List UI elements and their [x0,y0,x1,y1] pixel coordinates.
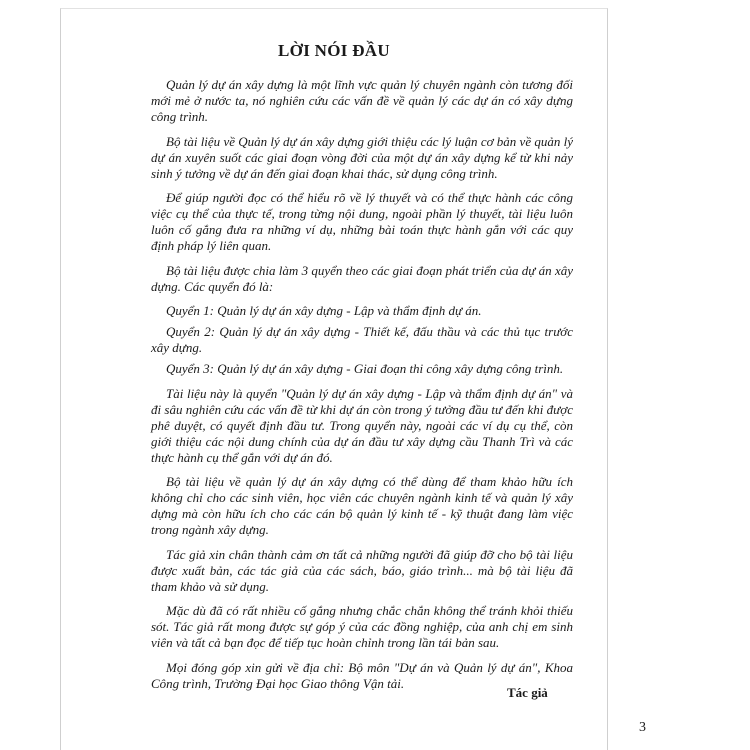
paragraph-feedback: Mặc dù đã có rất nhiều cố gắng nhưng chắc chắn không thể tránh khỏi thiếu sót. Tác giả rất mong được sự góp ý của các đồng nghiệp, của anh chị em sinh viên và tất cả bạn đọc để tiếp tục hoàn chỉnh trong lần tái bản sau. [151,603,573,650]
paragraph-1: Quản lý dự án xây dựng là một lĩnh vực quản lý chuyên ngành còn tương đối mới mẻ ở nước ta, nó nghiên cứu các vấn đề về quản lý các dự án có xây dựng công trình. [151,77,573,124]
paragraph-audience: Bộ tài liệu về quản lý dự án xây dựng có thể dùng để tham khảo hữu ích không chỉ cho các sinh viên, học viên các chuyên ngành kinh tế và quản lý xây dựng mà còn hữu ích cho các cán bộ quản lý kinh tế - kỹ thuật đang làm việc trong ngành xây dựng. [151,474,573,537]
paragraph-this-volume: Tài liệu này là quyển "Quản lý dự án xây dựng - Lập và thẩm định dự án" và đi sâu nghiên cứu các vấn đề từ khi dự án còn trong ý tưởng đầu tư đến khi được phê duyệt, có quyết định đầu tư. Trong quyển này, ngoài các ví dụ cụ thể, còn giới thiệu các nội dung chính của dự án đầu tư xây dựng cầu Thanh Trì và các thực hành cụ thể gắn với dự án đó. [151,385,573,465]
paragraph-thanks: Tác giả xin chân thành cảm ơn tất cả những người đã giúp đỡ cho bộ tài liệu được xuất bản, các tác giả của các sách, báo, giáo trình... mà bộ tài liệu đã tham khảo và sử dụng. [151,546,573,594]
paragraph-contact: Mọi đóng góp xin gửi về địa chỉ: Bộ môn "Dự án và Quản lý dự án", Khoa Công trình, Trường Đại học Giao thông Vận tải. [151,659,573,691]
paragraph-2: Bộ tài liệu về Quản lý dự án xây dựng giới thiệu các lý luận cơ bản về quản lý dự án xuyên suốt các giai đoạn vòng đời của một dự án xây dựng kể từ khi nảy sinh ý tưởng về dự án đến giai đoạn khai thác, sử dụng công trình. [151,133,573,181]
paragraph-3: Để giúp người đọc có thể hiểu rõ về lý thuyết và có thể thực hành các công việc cụ thể của thực tế, trong từng nội dung, ngoài phần lý thuyết, tài liệu luôn luôn cố gắng đưa ra những ví dụ, những bài toán thực hành gắn với các quy định pháp lý liên quan. [151,190,573,253]
book-page [60,8,646,750]
author-signature: Tác giả [507,685,548,700]
page-title: LỜI NÓI ĐẦU [278,41,390,60]
paragraph-4: Bộ tài liệu được chia làm 3 quyển theo các giai đoạn phát triển của dự án xây dựng. Các quyển đó là: [151,262,573,294]
page-number: 3 [639,720,646,735]
volume-1-line: Quyển 1: Quản lý dự án xây dựng - Lập và thẩm định dự án. [166,303,482,318]
preface-body [151,77,573,700]
volume-3-line: Quyển 3: Quản lý dự án xây dựng - Giai đoạn thi công xây dựng công trình. [166,361,564,376]
volume-2-line: Quyển 2: Quản lý dự án xây dựng - Thiết kế, đấu thầu và các thủ tục trước xây dựng. [151,324,573,355]
